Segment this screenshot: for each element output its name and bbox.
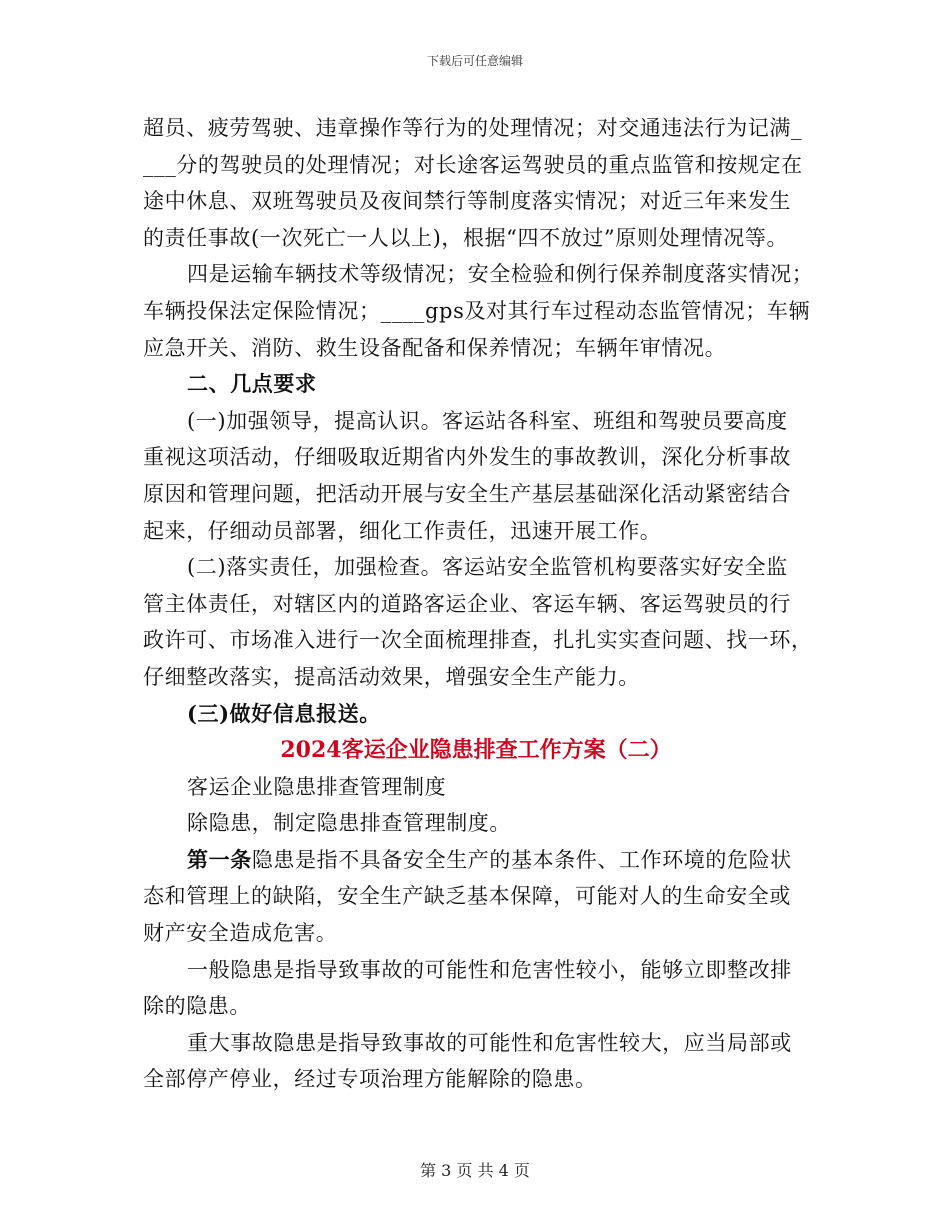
text-line: 管主体责任，对辖区内的道路客运企业、客运车辆、客运驾驶员的行 xyxy=(143,591,791,616)
text-line: 一般隐患是指导致事故的可能性和危害性较小，能够立即整改排 xyxy=(187,957,792,982)
page-footer: 第 3 页 共 4 页 xyxy=(420,1161,530,1180)
text-line xyxy=(143,842,809,879)
text-line: 财产安全造成危害。 xyxy=(143,921,338,946)
text-line: 四是运输车辆技术等级情况；安全检验和例行保养制度落实情况； xyxy=(187,262,814,287)
requirement-3-heading: (三)做好信息报送。 xyxy=(187,700,381,726)
text-line: ___分的驾驶员的处理情况；对长途客运驾驶员的重点监管和按规定在 xyxy=(143,152,803,177)
general-hazard-definition xyxy=(143,952,809,1025)
text-line: 除的隐患。 xyxy=(143,994,251,1019)
text-line: 态和管理上的缺陷，安全生产缺乏基本保障，可能对人的生命安全或 xyxy=(143,884,791,909)
requirement-1 xyxy=(143,403,809,549)
document-body xyxy=(143,110,814,1098)
article-1 xyxy=(143,842,809,952)
text-line: 原因和管理问题，把活动开展与安全生产基层基础深化活动紧密结合 xyxy=(143,481,791,506)
requirement-2 xyxy=(143,549,813,695)
document-title: 2024客运企业隐患排查工作方案（二） xyxy=(280,737,672,764)
section-heading: 二、几点要求 xyxy=(187,371,317,397)
intro-line: 客运企业隐患排查管理制度 xyxy=(187,774,447,799)
text-line: (二)落实责任，加强检查。客运站安全监管机构要落实好安全监 xyxy=(187,555,788,580)
intro-line: 除隐患，制定隐患排查管理制度。 xyxy=(187,811,511,836)
text-line: 仔细整改落实，提高活动效果，增强安全生产能力。 xyxy=(143,664,640,689)
text-line: 的责任事故(一次死亡一人以上)，根据“四不放过”原则处理情况等。 xyxy=(143,225,789,250)
text-line: (一)加强领导，提高认识。客运站各科室、班组和驾驶员要高度 xyxy=(187,408,788,433)
article-label: 第一条 xyxy=(187,846,252,872)
page-header: 下载后可任意编辑 xyxy=(426,54,523,68)
major-hazard-definition xyxy=(143,1025,809,1098)
text-line: 途中休息、双班驾驶员及夜间禁行等制度落实情况；对近三年来发生 xyxy=(143,189,791,214)
text-line: 超员、疲劳驾驶、违章操作等行为的处理情况；对交通违法行为记满_ xyxy=(143,116,803,140)
article-text: 隐患是指不具备安全生产的基本条件、工作环境的危险状 xyxy=(251,847,792,872)
text-line: 起来，仔细动员部署，细化工作责任，迅速开展工作。 xyxy=(143,518,662,543)
text-line: 全部停产停业，经过专项治理方能解除的隐患。 xyxy=(143,1067,597,1092)
text-line: 政许可、市场准入进行一次全面梳理排查，扎扎实实查问题、找一环， xyxy=(143,628,813,653)
paragraph-vehicles xyxy=(143,256,814,366)
text-line: 重视这项活动，仔细吸取近期省内外发生的事故教训，深化分析事故 xyxy=(143,445,791,470)
text-line: 重大事故隐患是指导致事故的可能性和危害性较大，应当局部或 xyxy=(187,1030,792,1055)
text-line: 应急开关、消防、救生设备配备和保养情况；车辆年审情况。 xyxy=(143,335,727,360)
text-line: 车辆投保法定保险情况；____gps及对其行车过程动态监管情况；车辆 xyxy=(143,298,811,323)
paragraph-violations xyxy=(143,110,809,256)
